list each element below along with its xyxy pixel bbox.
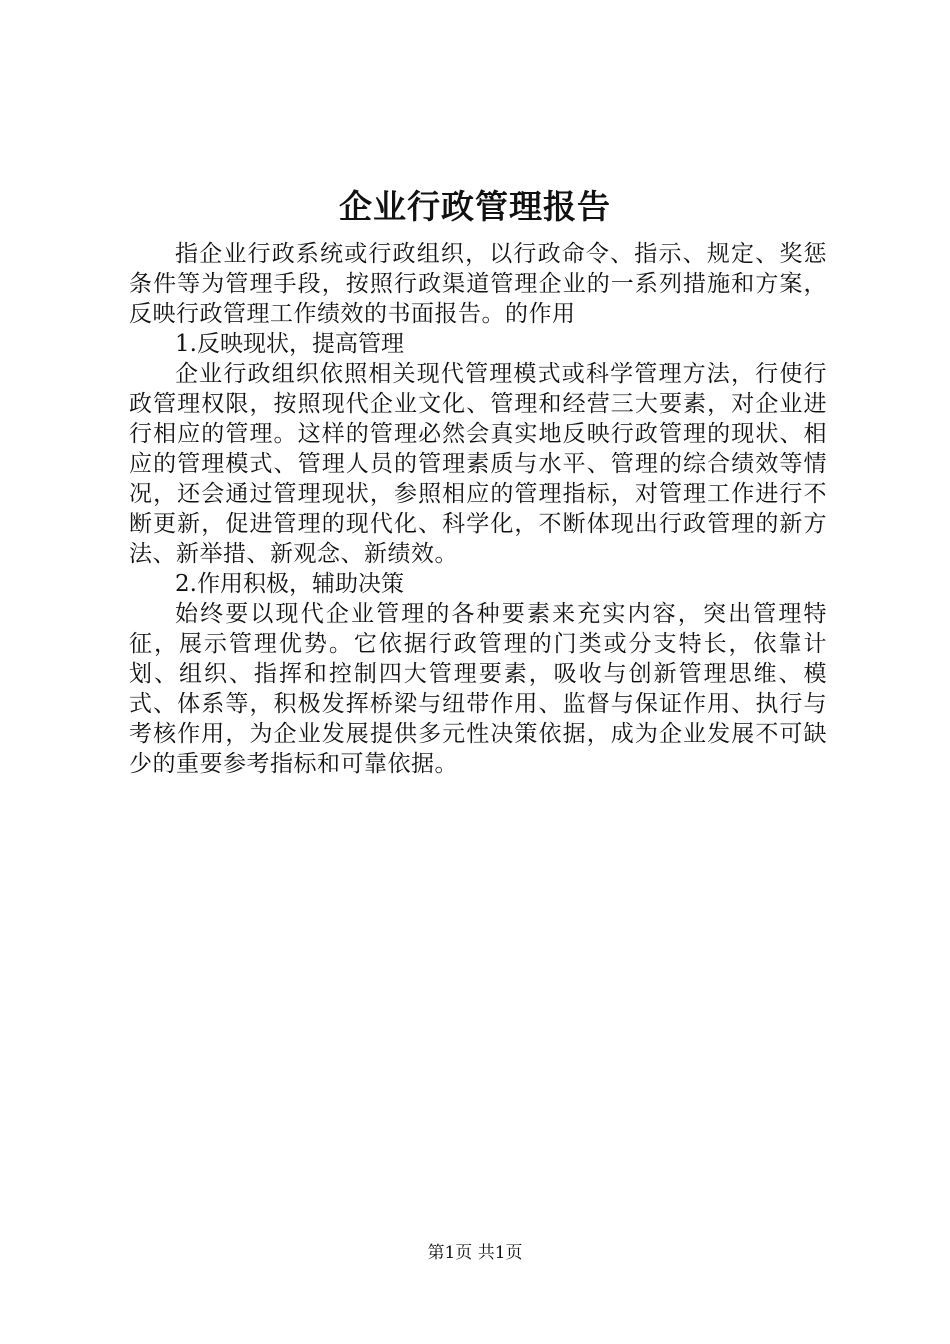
- document-body: [129, 239, 827, 779]
- section-1-paragraph: 企业行政组织依照相关现代管理模式或科学管理方法，行使行政管理权限，按照现代企业文化、管理和经营三大要素，对企业进行相应的管理。这样的管理必然会真实地反映行政管理的现状、相应的管理模式、管理人员的管理素质与水平、管理的综合绩效等情况，还会通过管理现状，参照相应的管理指标，对管理工作进行不断更新，促进管理的现代化、科学化，不断体现出行政管理的新方法、新举措、新观念、新绩效。: [129, 361, 827, 567]
- intro-paragraph: 指企业行政系统或行政组织，以行政命令、指示、规定、奖惩条件等为管理手段，按照行政渠道管理企业的一系列措施和方案，反映行政管理工作绩效的书面报告。的作用: [129, 241, 827, 327]
- section-heading-1: 1.反映现状，提高管理: [175, 331, 404, 357]
- section-2-paragraph: 始终要以现代企业管理的各种要素来充实内容，突出管理特征，展示管理优势。它依据行政管理的门类或分支特长，依靠计划、组织、指挥和控制四大管理要素，吸收与创新管理思维、模式、体系等，积极发挥桥梁与纽带作用、监督与保证作用、执行与考核作用，为企业发展提供多元性决策依据，成为企业发展不可缺少的重要参考指标和可靠依据。: [129, 601, 827, 777]
- document-title: 企业行政管理报告: [339, 187, 611, 226]
- page-footer: 第1页 共1页: [427, 1243, 523, 1263]
- section-heading-2: 2.作用积极，辅助决策: [175, 571, 404, 597]
